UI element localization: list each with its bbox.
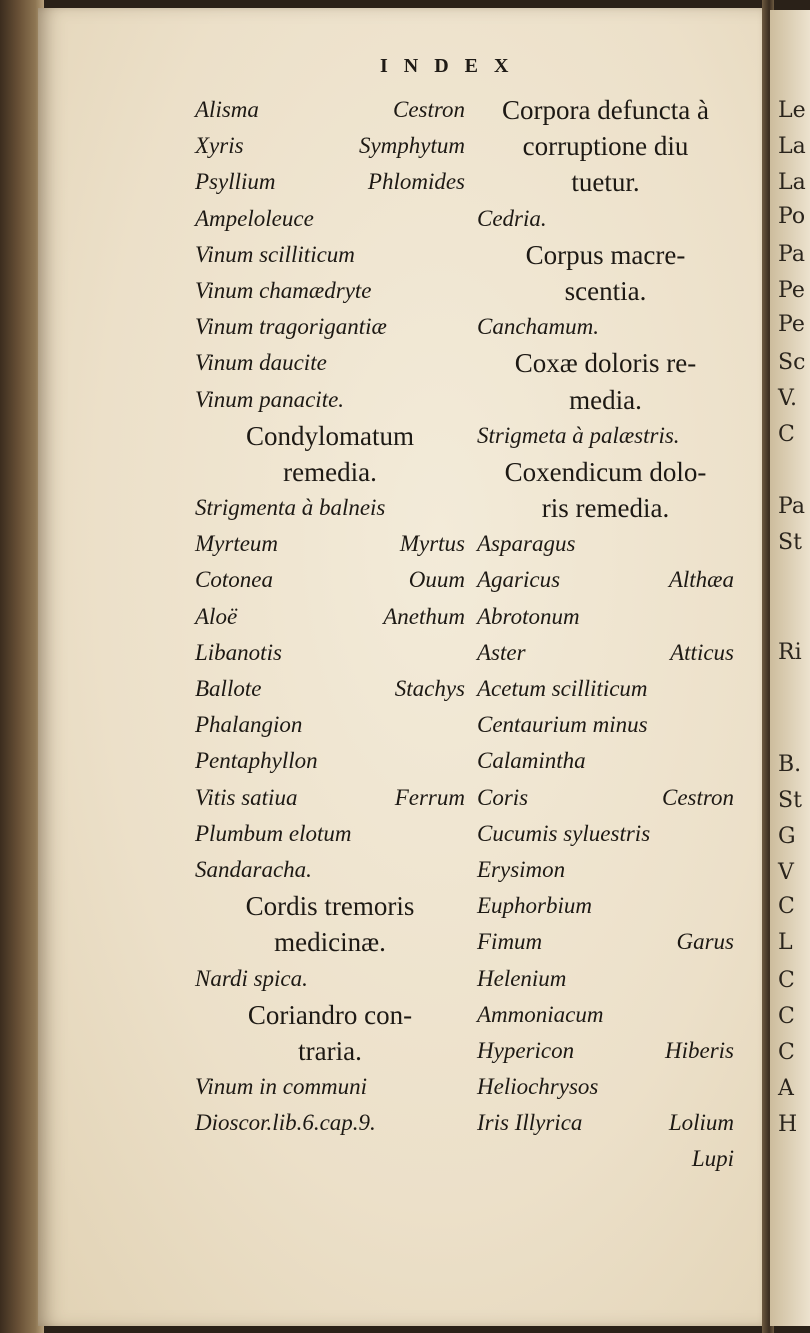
entry-heading: remedia. xyxy=(283,456,377,487)
index-entry xyxy=(477,852,734,888)
adjacent-page-text: G xyxy=(778,824,796,849)
index-entry xyxy=(477,1033,734,1069)
entry-term: Strigmenta à balneis xyxy=(195,495,386,521)
entry-term: Vinum in communi xyxy=(195,1074,368,1100)
entry-term: Vinum daucite xyxy=(195,350,327,376)
adjacent-page-text: V. xyxy=(778,386,798,411)
entry-term: Helenium xyxy=(477,965,567,991)
index-entry xyxy=(477,562,734,598)
index-entry xyxy=(477,454,734,490)
adjacent-page-text: Pe xyxy=(778,312,805,337)
page-header: INDEX xyxy=(380,55,525,77)
entry-term: Sandaracha. xyxy=(195,856,312,882)
entry-term: Erysimon xyxy=(477,856,566,882)
entry-heading: tuetur. xyxy=(571,167,640,198)
entry-term: Vinum tragorigantiæ xyxy=(195,314,387,340)
index-entry xyxy=(195,888,465,924)
adjacent-page-text: Pe xyxy=(778,278,805,303)
entry-term-secondary: Stachys xyxy=(394,676,465,701)
index-entry xyxy=(195,237,465,273)
index-column-right xyxy=(477,92,734,1178)
index-entry xyxy=(195,92,465,128)
entry-term: Plumbum elotum xyxy=(195,820,352,846)
entry-term: Canchamum. xyxy=(477,314,600,340)
entry-term: Iris Illyrica xyxy=(477,1110,583,1136)
index-column-left xyxy=(195,92,465,1141)
entry-term: Nardi spica. xyxy=(195,965,308,991)
index-entry xyxy=(477,273,734,309)
index-entry xyxy=(195,526,465,562)
index-entry xyxy=(477,888,734,924)
entry-term: Aster xyxy=(477,639,526,665)
index-entry xyxy=(477,671,734,707)
entry-term-secondary: Atticus xyxy=(670,639,734,665)
adjacent-page-text: La xyxy=(778,134,806,159)
index-entry xyxy=(195,164,465,200)
entry-heading: Coxendicum dolo- xyxy=(504,456,707,487)
index-entry xyxy=(195,1033,465,1069)
entry-term: Ammoniacum xyxy=(477,1001,604,1027)
entry-term: Myrteum xyxy=(195,531,279,557)
entry-term: Phalangion xyxy=(195,712,303,738)
entry-term: Ballote xyxy=(195,676,262,701)
entry-term: Abrotonum xyxy=(477,603,580,629)
index-entry xyxy=(477,164,734,200)
entry-term: Dioscor.lib.6.cap.9. xyxy=(195,1110,376,1136)
index-entry xyxy=(195,599,465,635)
entry-term: Psyllium xyxy=(195,169,276,195)
index-entry xyxy=(195,273,465,309)
entry-term: Vinum scilliticum xyxy=(195,241,355,267)
entry-term-secondary: Cestron xyxy=(662,784,734,810)
index-entry xyxy=(477,1141,734,1177)
index-entry xyxy=(477,1105,734,1141)
entry-term: Euphorbium xyxy=(477,893,592,919)
index-entry xyxy=(195,562,465,598)
index-entry xyxy=(477,345,734,381)
entry-term: Ampeloleuce xyxy=(195,205,314,231)
entry-term: Hypericon xyxy=(477,1037,575,1063)
entry-term: Heliochrysos xyxy=(477,1074,599,1100)
adjacent-page-text: Sc xyxy=(778,350,806,375)
entry-heading: scentia. xyxy=(564,275,647,306)
index-entry xyxy=(477,237,734,273)
index-entry xyxy=(195,128,465,164)
adjacent-page-text: St xyxy=(778,788,802,813)
index-entry xyxy=(477,924,734,960)
adjacent-page-text: V xyxy=(778,860,794,885)
adjacent-page-text: H xyxy=(778,1112,798,1137)
entry-term: Centaurium minus xyxy=(477,712,648,738)
entry-term: Agaricus xyxy=(477,567,561,593)
index-entry xyxy=(477,526,734,562)
index-entry xyxy=(477,707,734,743)
adjacent-page-edge xyxy=(770,10,810,1326)
index-entry xyxy=(195,816,465,852)
index-entry xyxy=(477,743,734,779)
index-entry xyxy=(195,635,465,671)
index-entry xyxy=(477,1069,734,1105)
entry-heading: Corpora defuncta à xyxy=(502,95,709,125)
index-entry xyxy=(195,490,465,526)
entry-term-secondary: Phlomides xyxy=(367,169,465,195)
index-entry xyxy=(477,816,734,852)
adjacent-page-text: C xyxy=(778,422,795,447)
adjacent-page-text: St xyxy=(778,530,802,555)
index-entry xyxy=(477,418,734,454)
entry-term: Cedria. xyxy=(477,205,547,231)
entry-heading: Coriandro con- xyxy=(247,999,413,1030)
entry-term: Aloë xyxy=(195,603,238,629)
entry-heading: Condylomatum xyxy=(246,420,414,451)
index-entry xyxy=(477,382,734,418)
entry-term: Vinum chamædryte xyxy=(195,277,372,303)
entry-term: Strigmeta à palæstris. xyxy=(477,422,680,448)
entry-heading: Coxæ doloris re- xyxy=(514,348,697,379)
adjacent-page-text: A xyxy=(778,1076,794,1101)
adjacent-page-text: C xyxy=(778,1040,795,1065)
entry-heading: media. xyxy=(569,384,642,415)
index-entry xyxy=(477,635,734,671)
adjacent-page-text: C xyxy=(778,894,795,919)
entry-heading: ris remedia. xyxy=(541,493,670,524)
index-entry xyxy=(195,961,465,997)
entry-heading: Cordis tremoris xyxy=(245,891,415,922)
entry-heading: Corpus macre- xyxy=(525,239,686,270)
index-entry xyxy=(195,852,465,888)
index-entry xyxy=(195,1105,465,1141)
entry-term: Fimum xyxy=(477,929,543,955)
entry-heading: medicinæ. xyxy=(274,927,386,958)
entry-term: Xyris xyxy=(195,133,244,159)
entry-term: Cotonea xyxy=(195,567,273,593)
index-entry xyxy=(195,345,465,381)
adjacent-page-text: Le xyxy=(778,98,806,123)
index-entry xyxy=(477,201,734,237)
index-entry xyxy=(195,924,465,960)
index-entry xyxy=(477,961,734,997)
entry-term-secondary: Lupi xyxy=(691,1146,734,1172)
index-entry xyxy=(195,743,465,779)
entry-term-secondary: Cestron xyxy=(393,97,465,122)
entry-term: Coris xyxy=(477,784,529,810)
adjacent-page-text: Po xyxy=(778,204,806,229)
adjacent-page-text: C xyxy=(778,968,795,993)
entry-heading: corruptione diu xyxy=(522,131,689,162)
entry-term: Vitis satiua xyxy=(195,784,298,810)
entry-term: Asparagus xyxy=(477,531,576,557)
adjacent-page-text: L xyxy=(778,930,793,955)
index-entry xyxy=(195,454,465,490)
index-entry xyxy=(477,490,734,526)
adjacent-page-text: B. xyxy=(778,752,802,777)
entry-term-secondary: Hiberis xyxy=(665,1037,734,1063)
adjacent-page-text: C xyxy=(778,1004,795,1029)
entry-term-secondary: Garus xyxy=(676,929,734,955)
entry-term: Calamintha xyxy=(477,748,586,774)
entry-term: Vinum panacite. xyxy=(195,386,345,412)
index-entry xyxy=(195,418,465,454)
index-entry xyxy=(195,309,465,345)
entry-term: Libanotis xyxy=(195,639,282,665)
index-entry xyxy=(195,1069,465,1105)
index-entry xyxy=(477,128,734,164)
entry-term: Pentaphyllon xyxy=(195,748,318,774)
index-entry xyxy=(195,382,465,418)
entry-term-secondary: Anethum xyxy=(383,603,465,629)
entry-term: Alisma xyxy=(195,97,259,122)
adjacent-page-text: Ri xyxy=(778,640,802,665)
index-entry xyxy=(477,92,734,128)
index-entry xyxy=(195,780,465,816)
entry-term: Cucumis syluestris xyxy=(477,820,651,846)
adjacent-page-text: Pa xyxy=(778,242,805,267)
index-entry xyxy=(195,201,465,237)
index-entry xyxy=(195,997,465,1033)
entry-term-secondary: Althæa xyxy=(668,567,734,593)
entry-term: Acetum scilliticum xyxy=(477,676,648,701)
index-entry xyxy=(477,780,734,816)
entry-term-secondary: Ouum xyxy=(408,567,465,593)
index-entry xyxy=(477,997,734,1033)
index-entry xyxy=(195,671,465,707)
entry-term-secondary: Lolium xyxy=(668,1110,734,1136)
entry-term-secondary: Symphytum xyxy=(358,133,465,159)
adjacent-page-text: Pa xyxy=(778,494,805,519)
entry-term-secondary: Ferrum xyxy=(394,784,465,810)
index-entry xyxy=(195,707,465,743)
entry-heading: traria. xyxy=(298,1035,362,1066)
index-entry xyxy=(477,599,734,635)
entry-term-secondary: Myrtus xyxy=(399,531,465,557)
adjacent-page-text: La xyxy=(778,170,806,195)
index-entry xyxy=(477,309,734,345)
